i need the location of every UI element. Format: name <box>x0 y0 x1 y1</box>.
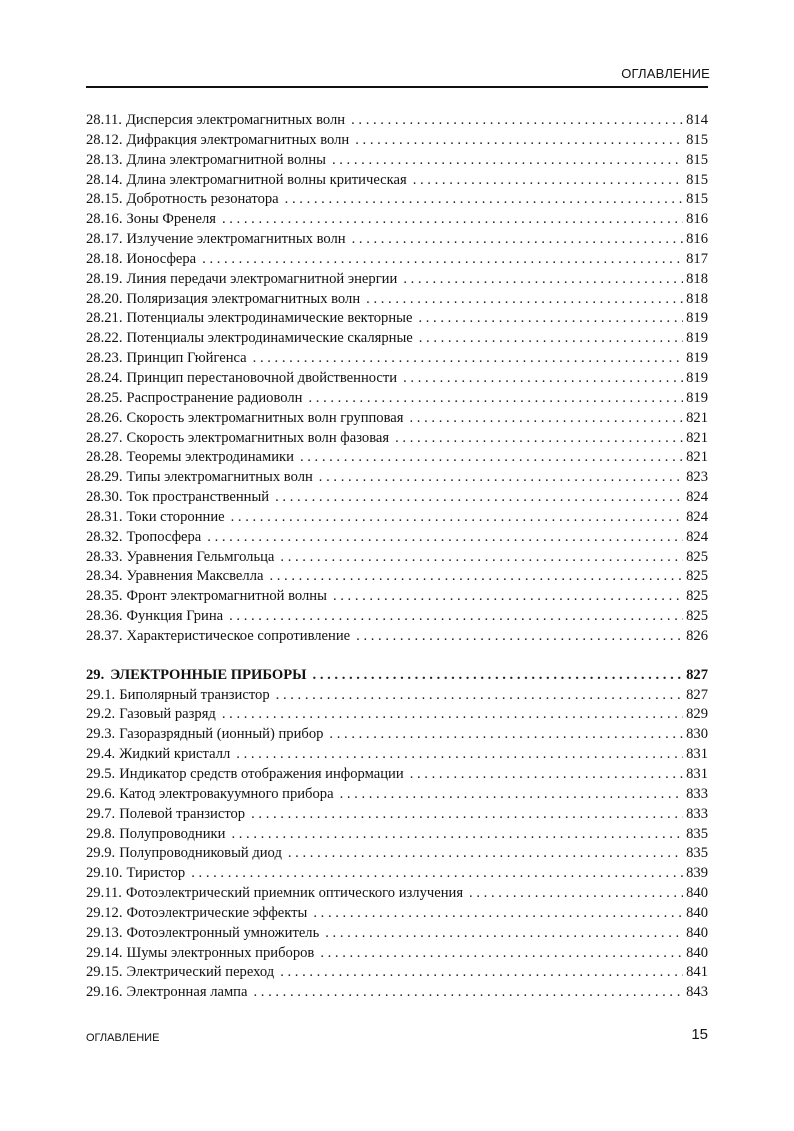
toc-entry <box>86 131 708 151</box>
toc-entry <box>86 864 708 884</box>
toc-entry <box>86 705 708 725</box>
toc-entry-number: 29.1. <box>86 686 116 703</box>
toc-entry-title: Биполярный транзистор <box>119 686 270 703</box>
toc-entry <box>86 369 708 389</box>
toc-entry-page: 819 <box>686 389 708 406</box>
toc-entry <box>86 528 708 548</box>
toc-entry-number: 29. <box>86 666 105 683</box>
toc-entry-page: 819 <box>686 310 708 327</box>
toc-entry-title: Уравнения Гельмгольца <box>126 548 275 565</box>
toc-entry-number: 28.25. <box>86 389 123 406</box>
toc-entry <box>86 607 708 627</box>
toc-entry <box>86 270 708 290</box>
toc-entry <box>86 944 708 964</box>
dot-leader <box>285 190 683 210</box>
toc-entry <box>86 210 708 230</box>
toc-entry <box>86 448 708 468</box>
toc-entry <box>86 329 708 349</box>
dot-leader <box>231 825 683 845</box>
toc-entry-title: Зоны Френеля <box>126 211 216 228</box>
dot-leader <box>319 468 683 488</box>
toc-entry-page: 815 <box>686 151 708 168</box>
toc-entry-number: 28.27. <box>86 429 123 446</box>
header-rule <box>86 86 708 88</box>
toc-entry-page: 841 <box>686 964 708 981</box>
toc-entry-number: 28.22. <box>86 330 123 347</box>
toc-entry-number: 29.7. <box>86 805 116 822</box>
toc-entry-title: Электрический переход <box>126 964 275 981</box>
toc-entry-title: Дифракция электромагнитных волн <box>126 131 350 148</box>
toc-entry-title: Линия передачи электромагнитной энергии <box>126 270 398 287</box>
toc-entry <box>86 884 708 904</box>
toc-entry <box>86 389 708 409</box>
toc-entry-page: 825 <box>686 588 708 605</box>
toc-entry <box>86 983 708 1003</box>
dot-leader <box>275 488 683 508</box>
toc-entry <box>86 488 708 508</box>
toc-entry-page: 816 <box>686 211 708 228</box>
toc-entry-title: Газовый разряд <box>119 706 216 723</box>
toc-entry-number: 28.29. <box>86 469 123 486</box>
toc-entry-page: 827 <box>686 666 708 683</box>
toc-entry-number: 29.9. <box>86 845 116 862</box>
toc-entry-page: 825 <box>686 548 708 565</box>
toc-entry-title: Характеристическое сопротивление <box>126 627 351 644</box>
dot-leader <box>351 111 683 131</box>
toc-entry-page: 831 <box>686 746 708 763</box>
toc-entry-number: 28.32. <box>86 528 123 545</box>
toc-entry-title: Шумы электронных приборов <box>126 944 315 961</box>
toc-entry-number: 29.8. <box>86 825 116 842</box>
toc-entry-title: Дисперсия электромагнитных волн <box>125 112 346 128</box>
toc-entry <box>86 963 708 983</box>
dot-leader <box>395 429 683 449</box>
toc-entry-page: 833 <box>686 785 708 802</box>
toc-entry-page: 825 <box>686 608 708 625</box>
toc-entry <box>86 429 708 449</box>
toc-entry-title: Поляризация электромагнитных волн <box>126 290 361 307</box>
running-footer-title: ОГЛАВЛЕНИЕ <box>86 1032 160 1044</box>
toc-entry-page: 825 <box>686 568 708 585</box>
dot-leader <box>469 884 683 904</box>
dot-leader <box>202 250 683 270</box>
page-number: 15 <box>691 1026 708 1043</box>
dot-leader <box>280 963 683 983</box>
toc-entry-number: 29.12. <box>86 904 123 921</box>
toc-entry-title: Принцип перестановочной двойственности <box>126 369 398 386</box>
dot-leader <box>410 765 683 785</box>
toc-entry-page: 840 <box>686 924 708 941</box>
toc-entry <box>86 171 708 191</box>
dot-leader <box>333 587 683 607</box>
toc-entry <box>86 785 708 805</box>
toc-entry-page: 840 <box>686 885 708 902</box>
toc-section <box>86 111 708 647</box>
dot-leader <box>276 686 683 706</box>
toc-entry <box>86 567 708 587</box>
toc-entry-page: 835 <box>686 845 708 862</box>
toc-entry-number: 28.15. <box>86 191 123 208</box>
toc-entry-number: 28.20. <box>86 290 123 307</box>
dot-leader <box>410 409 684 429</box>
toc-entry-page: 814 <box>686 112 708 128</box>
toc-entry-page: 818 <box>686 270 708 287</box>
dot-leader <box>308 389 683 409</box>
toc-entry <box>86 309 708 329</box>
toc-entry-number: 29.2. <box>86 706 116 723</box>
toc-entry-number: 29.5. <box>86 766 116 782</box>
toc-entry-title: Катод электровакуумного прибора <box>119 785 334 802</box>
toc-entry-title: Потенциалы электродинамические векторные <box>126 310 413 327</box>
toc-entry-title: Ток пространственный <box>126 489 270 506</box>
toc-entry <box>86 111 708 131</box>
toc-entry-page: 827 <box>686 686 708 703</box>
toc-entry-page: 819 <box>686 330 708 347</box>
toc-entry-title: Теоремы электродинамики <box>126 449 294 466</box>
toc-entry-title: Полупроводниковый диод <box>119 845 282 862</box>
toc-entry-page: 843 <box>686 984 708 1001</box>
toc-entry-page: 829 <box>686 706 708 723</box>
toc-entry-title: ЭЛЕКТРОННЫЕ ПРИБОРЫ <box>110 666 307 683</box>
toc-entry-page: 817 <box>686 250 708 267</box>
toc-entry-title: Жидкий кристалл <box>119 746 231 763</box>
toc-entry-page: 815 <box>686 131 708 148</box>
toc-entry <box>86 805 708 825</box>
dot-leader <box>413 171 683 191</box>
toc-entry <box>86 627 708 647</box>
dot-leader <box>253 983 683 1003</box>
toc-entry-page: 823 <box>686 469 708 486</box>
toc-entry-title: Длина электромагнитной волны <box>126 151 326 168</box>
toc-entry <box>86 745 708 765</box>
toc-entry <box>86 725 708 745</box>
dot-leader <box>251 805 683 825</box>
dot-leader <box>356 627 683 647</box>
toc-entry-title: Фотоэлектрические эффекты <box>126 904 308 921</box>
dot-leader <box>229 607 683 627</box>
toc-entry-title: Излучение электромагнитных волн <box>126 231 346 248</box>
toc-entry <box>86 904 708 924</box>
toc-entry-page: 831 <box>686 766 708 782</box>
dot-leader <box>222 210 683 230</box>
toc-entry-page: 833 <box>686 805 708 822</box>
dot-leader <box>366 290 683 310</box>
toc-entry-number: 28.36. <box>86 608 123 625</box>
toc-entry-number: 29.14. <box>86 944 123 961</box>
toc-entry-number: 29.11. <box>86 885 122 902</box>
toc-entry-number: 28.11. <box>86 112 122 128</box>
toc-entry-number: 28.26. <box>86 409 123 426</box>
toc-entry-number: 29.13. <box>86 924 123 941</box>
toc-entry <box>86 190 708 210</box>
toc-entry <box>86 230 708 250</box>
toc-entry-number: 28.16. <box>86 211 123 228</box>
dot-leader <box>329 725 683 745</box>
toc-entry-number: 29.10. <box>86 865 123 882</box>
running-header-title: ОГЛАВЛЕНИЕ <box>621 66 710 81</box>
dot-leader <box>191 864 683 884</box>
toc-chapter-entry <box>86 666 708 686</box>
toc-entry-title: Функция Грина <box>126 608 224 625</box>
dot-leader <box>280 548 683 568</box>
dot-leader <box>236 745 683 765</box>
toc-entry-number: 28.24. <box>86 369 123 386</box>
toc-entry-number: 29.4. <box>86 746 116 763</box>
toc-entry-page: 816 <box>686 231 708 248</box>
dot-leader <box>320 944 683 964</box>
toc-entry-number: 28.35. <box>86 588 123 605</box>
dot-leader <box>403 369 683 389</box>
toc-entry-page: 840 <box>686 944 708 961</box>
toc-entry <box>86 924 708 944</box>
toc-entry-title: Скорость электромагнитных волн фазовая <box>126 429 390 446</box>
dot-leader <box>231 508 684 528</box>
toc-entry-page: 815 <box>686 171 708 188</box>
toc-entry-number: 29.15. <box>86 964 123 981</box>
toc-entry-title: Тиристор <box>126 865 186 882</box>
toc-entry-title: Скорость электромагнитных волн групповая <box>126 409 404 426</box>
toc-entry-number: 28.13. <box>86 151 123 168</box>
toc-entry <box>86 151 708 171</box>
dot-leader <box>325 924 683 944</box>
toc-entry-title: Потенциалы электродинамические скалярные <box>126 330 413 347</box>
toc-entry-title: Принцип Гюйгенса <box>126 350 247 367</box>
toc-entry <box>86 765 708 785</box>
toc-entry-page: 824 <box>686 489 708 506</box>
toc-entry-title: Фронт электромагнитной волны <box>126 588 327 605</box>
toc-entry-number: 28.34. <box>86 568 123 585</box>
toc-entry <box>86 290 708 310</box>
toc-entry-number: 28.37. <box>86 627 123 644</box>
dot-leader <box>300 448 683 468</box>
toc-entry-title: Тропосфера <box>126 528 202 545</box>
toc-entry-title: Электронная лампа <box>126 984 248 1001</box>
toc-entry-title: Индикатор средств отображения информации <box>119 766 404 782</box>
toc-entry-title: Токи сторонние <box>126 508 225 525</box>
toc-entry-page: 815 <box>686 191 708 208</box>
toc-entry <box>86 844 708 864</box>
toc-entry-title: Распространение радиоволн <box>126 389 303 406</box>
toc-entry-number: 28.17. <box>86 231 123 248</box>
toc-entry-page: 826 <box>686 627 708 644</box>
toc-entry <box>86 686 708 706</box>
toc-entry-page: 821 <box>686 429 708 446</box>
toc-entry <box>86 548 708 568</box>
dot-leader <box>419 329 683 349</box>
toc-entry-number: 28.30. <box>86 489 123 506</box>
toc-entry-title: Полупроводники <box>119 825 226 842</box>
toc-entry-page: 830 <box>686 726 708 743</box>
toc-entry-number: 28.33. <box>86 548 123 565</box>
toc-entry-title: Длина электромагнитной волны критическая <box>126 171 407 188</box>
dot-leader <box>352 230 684 250</box>
dot-leader <box>313 904 683 924</box>
toc-entry-number: 28.18. <box>86 250 123 267</box>
dot-leader <box>222 705 683 725</box>
toc-entry-title: Фотоэлектрический приемник оптического излучения <box>125 885 464 902</box>
toc-entry-number: 29.6. <box>86 785 116 802</box>
toc-entry-number: 28.31. <box>86 508 123 525</box>
toc-entry-page: 840 <box>686 904 708 921</box>
dot-leader <box>313 666 684 686</box>
toc-entry-page: 819 <box>686 369 708 386</box>
toc-entry-page: 819 <box>686 350 708 367</box>
toc-entry <box>86 508 708 528</box>
toc-entry <box>86 587 708 607</box>
toc-entry-page: 824 <box>686 528 708 545</box>
dot-leader <box>340 785 684 805</box>
toc-entry-page: 824 <box>686 508 708 525</box>
dot-leader <box>253 349 683 369</box>
toc-entry-title: Типы электромагнитных волн <box>126 469 313 486</box>
toc-entry <box>86 409 708 429</box>
toc-entry-number: 28.12. <box>86 131 123 148</box>
toc-entry-title: Фотоэлектронный умножитель <box>126 924 320 941</box>
toc-entry-number: 28.14. <box>86 171 123 188</box>
toc-entry <box>86 825 708 845</box>
dot-leader <box>403 270 683 290</box>
toc-entry-number: 28.19. <box>86 270 123 287</box>
dot-leader <box>207 528 683 548</box>
toc-entry <box>86 468 708 488</box>
toc-entry-number: 28.21. <box>86 310 123 327</box>
toc-entry-number: 28.23. <box>86 350 123 367</box>
toc-entry-number: 29.3. <box>86 726 116 743</box>
toc-entry-title: Добротность резонатора <box>126 191 279 208</box>
dot-leader <box>355 131 683 151</box>
dot-leader <box>418 309 683 329</box>
table-of-contents <box>86 111 708 1003</box>
dot-leader <box>332 151 683 171</box>
toc-entry-number: 28.28. <box>86 449 123 466</box>
toc-section <box>86 666 708 1003</box>
toc-entry-page: 818 <box>686 290 708 307</box>
toc-entry <box>86 349 708 369</box>
toc-entry-title: Полевой транзистор <box>119 805 246 822</box>
toc-entry-page: 821 <box>686 449 708 466</box>
toc-entry-title: Уравнения Максвелла <box>126 568 264 585</box>
toc-entry-page: 821 <box>686 409 708 426</box>
dot-leader <box>288 844 683 864</box>
toc-entry-title: Газоразрядный (ионный) прибор <box>119 726 324 743</box>
dot-leader <box>269 567 683 587</box>
toc-entry <box>86 250 708 270</box>
toc-entry-number: 29.16. <box>86 984 123 1001</box>
toc-entry-page: 839 <box>686 865 708 882</box>
toc-entry-page: 835 <box>686 825 708 842</box>
toc-entry-title: Ионосфера <box>126 250 197 267</box>
